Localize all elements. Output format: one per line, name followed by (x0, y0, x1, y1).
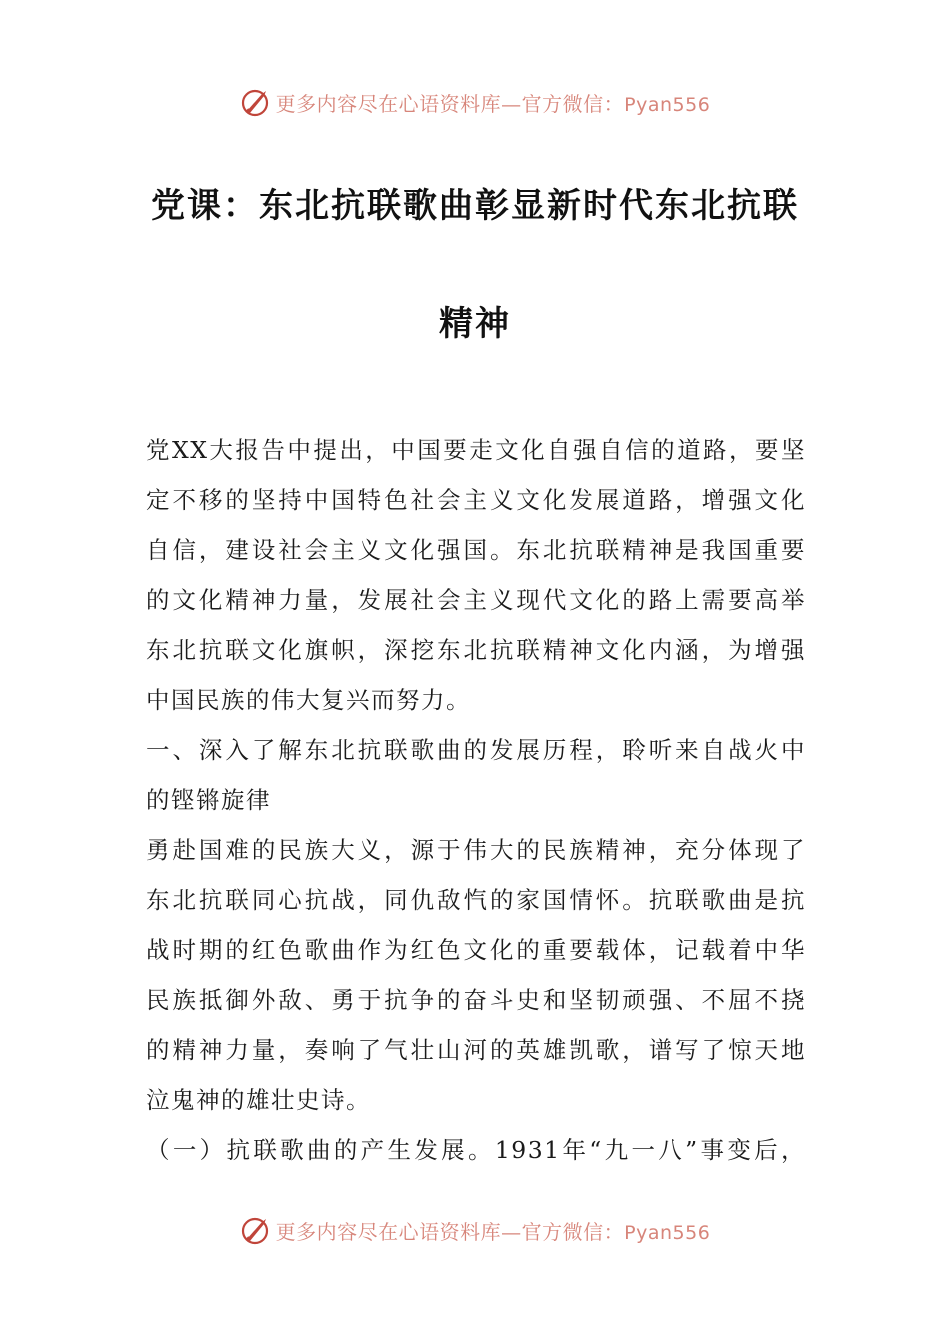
footer-text (276, 1216, 711, 1245)
page-title-line-1: 党课：东北抗联歌曲彰显新时代东北抗联 (151, 186, 799, 226)
body-line: 中国民族的伟大复兴而努力。 (146, 686, 471, 714)
footer-label: 更多内容尽在心语资料库—官方微信： (275, 1219, 625, 1244)
body-line: 东北抗联文化旗帜，深挖东北抗联精神文化内涵，为增强 (146, 636, 806, 664)
header-text (276, 88, 711, 117)
body-line: 战时期的红色歌曲作为红色文化的重要载体，记载着中华 (146, 936, 806, 964)
body-line: 勇赴国难的民族大义，源于伟大的民族精神，充分体现了 (146, 836, 806, 864)
pen-circle-icon (240, 85, 274, 119)
pen-circle-icon (240, 1213, 274, 1247)
page-title-line-2: 精神 (439, 304, 511, 344)
document-body (146, 425, 806, 1175)
section-heading-line: 一、深入了解东北抗联歌曲的发展历程，聆听来自战火中 (146, 736, 806, 764)
header-label: 更多内容尽在心语资料库—官方微信： (275, 91, 625, 116)
section-heading-line: 的铿锵旋律 (146, 786, 271, 814)
body-line: 东北抗联同心抗战，同仇敌忾的家国情怀。抗联歌曲是抗 (146, 886, 806, 914)
body-line: 泣鬼神的雄壮史诗。 (146, 1086, 371, 1114)
subsection-line: （一）抗联歌曲的产生发展。1931年“九一八”事变后， (146, 1136, 806, 1164)
body-line: 党XX大报告中提出，中国要走文化自强自信的道路，要坚 (146, 436, 806, 464)
body-line: 的精神力量，奏响了气壮山河的英雄凯歌，谱写了惊天地 (146, 1036, 806, 1064)
header-banner (0, 82, 950, 122)
body-line: 的文化精神力量，发展社会主义现代文化的路上需要高举 (146, 586, 806, 614)
body-line: 自信，建设社会主义文化强国。东北抗联精神是我国重要 (146, 536, 806, 564)
footer-brand: Pyan556 (624, 1221, 711, 1244)
body-line: 定不移的坚持中国特色社会主义文化发展道路，增强文化 (146, 486, 806, 514)
footer-banner (0, 1210, 950, 1250)
body-line: 民族抵御外敌、勇于抗争的奋斗史和坚韧顽强、不屈不挠 (146, 986, 806, 1014)
header-brand: Pyan556 (624, 93, 711, 116)
